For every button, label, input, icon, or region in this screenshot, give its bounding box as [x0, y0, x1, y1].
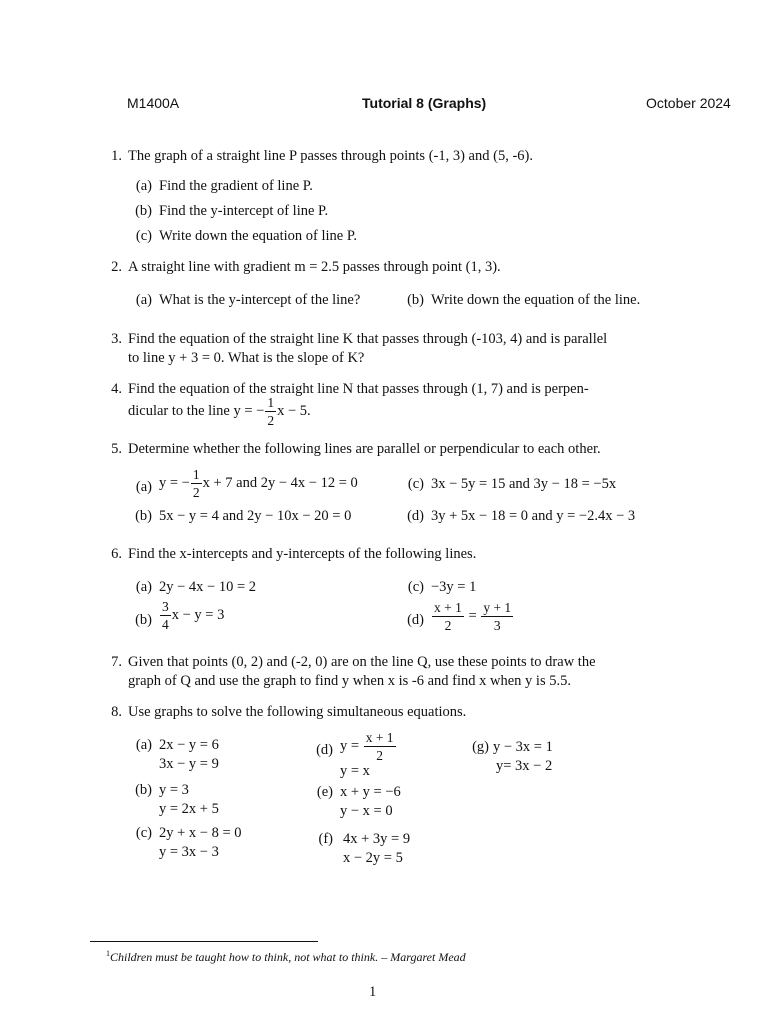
part-label: (b) — [407, 292, 424, 308]
part-text — [159, 600, 224, 631]
question-text: Find the x-intercepts and y-intercepts of the following lines. — [128, 546, 477, 562]
footnote-mark: 1 — [106, 949, 110, 958]
part-label: (c) — [407, 476, 424, 492]
numerator: y + 1 — [483, 600, 512, 615]
footnote — [106, 944, 466, 967]
question-number: 2. — [111, 259, 122, 275]
text: dicular to the line y = − — [128, 402, 265, 419]
question-number: 5. — [111, 441, 122, 457]
part-text: 3x − 5y = 15 and 3y − 18 = −5x — [431, 476, 617, 492]
equals-sign: = — [468, 607, 477, 624]
equation: y − 3x = 1 — [493, 739, 553, 755]
footnote-rule — [90, 941, 318, 942]
equation: y = 3x − 3 — [159, 844, 219, 860]
part-text: Find the gradient of line P. — [159, 178, 313, 194]
part-text: 2y − 4x − 10 = 2 — [159, 579, 257, 595]
part-label: (c) — [135, 228, 152, 244]
question-text-line: graph of Q and use the graph to find y when x is -6 and find x when y is 5.5. — [128, 673, 571, 689]
question-number: 8. — [111, 704, 122, 720]
fraction — [160, 600, 171, 631]
equation: 4x + 3y = 9 — [343, 831, 411, 847]
text: x − y = 3 — [171, 606, 225, 623]
footnote-text: Children must be taught how to think, not what to think. – Margaret Mead — [110, 950, 466, 964]
part-label: (a) — [135, 737, 152, 753]
question-text-line: Given that points (0, 2) and (-2, 0) are on the line Q, use these points to draw the — [128, 654, 596, 670]
question-text: Use graphs to solve the following simultaneous equations. — [128, 704, 467, 720]
part-label: (d) — [407, 508, 424, 524]
part-label: (c) — [135, 825, 152, 841]
question-text: The graph of a straight line P passes through points (-1, 3) and (5, -6). — [128, 148, 533, 164]
part-label: (d) — [316, 742, 333, 758]
equation: x − 2y = 5 — [343, 850, 403, 866]
equation — [340, 731, 397, 762]
text: y = — [340, 737, 360, 754]
page-title — [362, 95, 486, 111]
part-label: (b) — [135, 508, 152, 524]
question-text: A straight line with gradient m = 2.5 passes through point (1, 3). — [128, 259, 501, 275]
equation: y = 2x + 5 — [159, 801, 219, 817]
part-text: −3y = 1 — [431, 579, 477, 595]
part-label: (f) — [318, 831, 333, 847]
fraction — [481, 601, 513, 632]
numerator: x + 1 — [434, 600, 462, 615]
question-number: 4. — [111, 381, 122, 397]
question-text-line — [128, 396, 311, 427]
question-text-line: to line y + 3 = 0. What is the slope of K? — [128, 350, 365, 366]
fraction — [432, 601, 464, 632]
equation: 2y + x − 8 = 0 — [159, 825, 242, 841]
part-text — [431, 601, 514, 632]
part-label: (a) — [135, 292, 152, 308]
part-text: 5x − y = 4 and 2y − 10x − 20 = 0 — [159, 508, 352, 524]
fraction — [191, 468, 202, 499]
part-label: (b) — [135, 782, 152, 798]
question-number: 7. — [111, 654, 122, 670]
part-label: (b) — [135, 612, 152, 628]
denominator: 2 — [192, 484, 200, 500]
part-label: (a) — [135, 579, 152, 595]
equation: y − x = 0 — [340, 803, 393, 819]
part-label: (b) — [135, 203, 152, 219]
equation: y = x — [340, 763, 370, 779]
part-text: Write down the equation of line P. — [159, 228, 357, 244]
question-number: 1. — [111, 148, 122, 164]
question-text-line: Find the equation of the straight line N that passes through (1, 7) and is perpen- — [128, 381, 589, 397]
part-label: (a) — [135, 178, 152, 194]
question-number: 3. — [111, 331, 122, 347]
part-text: Write down the equation of the line. — [431, 292, 641, 308]
denominator: 2 — [364, 746, 396, 763]
part-label: (c) — [407, 579, 424, 595]
equation: 3x − y = 9 — [159, 756, 219, 772]
date: October 2024 — [646, 95, 731, 111]
question-text-line: Find the equation of the straight line K that passes through (-103, 4) and is parallel — [128, 331, 608, 347]
part-label: (d) — [407, 612, 424, 628]
course-code: M1400A — [127, 95, 180, 111]
part-label: (e) — [316, 784, 333, 800]
numerator: 1 — [267, 395, 275, 410]
fraction — [265, 396, 276, 427]
question-text: Determine whether the following lines are parallel or perpendicular to each other. — [128, 441, 601, 457]
part-text — [159, 468, 358, 499]
denominator: 3 — [481, 616, 513, 633]
page-number: 1 — [369, 984, 377, 1000]
part-label: (g) — [472, 739, 489, 755]
title-text: Tutorial 8 (Graphs) — [362, 95, 487, 111]
denominator: 2 — [432, 616, 464, 633]
part-text: Find the y-intercept of line P. — [159, 203, 329, 219]
question-number: 6. — [111, 546, 122, 562]
equation: 2x − y = 6 — [159, 737, 219, 753]
text: x + 7 and 2y − 4x − 12 = 0 — [202, 474, 358, 491]
equation: y= 3x − 2 — [496, 758, 553, 774]
numerator: x + 1 — [365, 730, 394, 745]
text: y = − — [159, 474, 190, 491]
numerator: 3 — [162, 599, 169, 614]
numerator: 1 — [192, 467, 200, 482]
equation: y = 3 — [159, 782, 189, 798]
fraction — [364, 731, 396, 762]
part-text: What is the y-intercept of the line? — [159, 292, 361, 308]
part-label: (a) — [135, 479, 152, 495]
denominator: 4 — [162, 616, 169, 632]
equation: x + y = −6 — [340, 784, 401, 800]
part-text: 3y + 5x − 18 = 0 and y = −2.4x − 3 — [431, 508, 636, 524]
text: x − 5. — [277, 402, 311, 419]
denominator: 2 — [267, 412, 275, 428]
